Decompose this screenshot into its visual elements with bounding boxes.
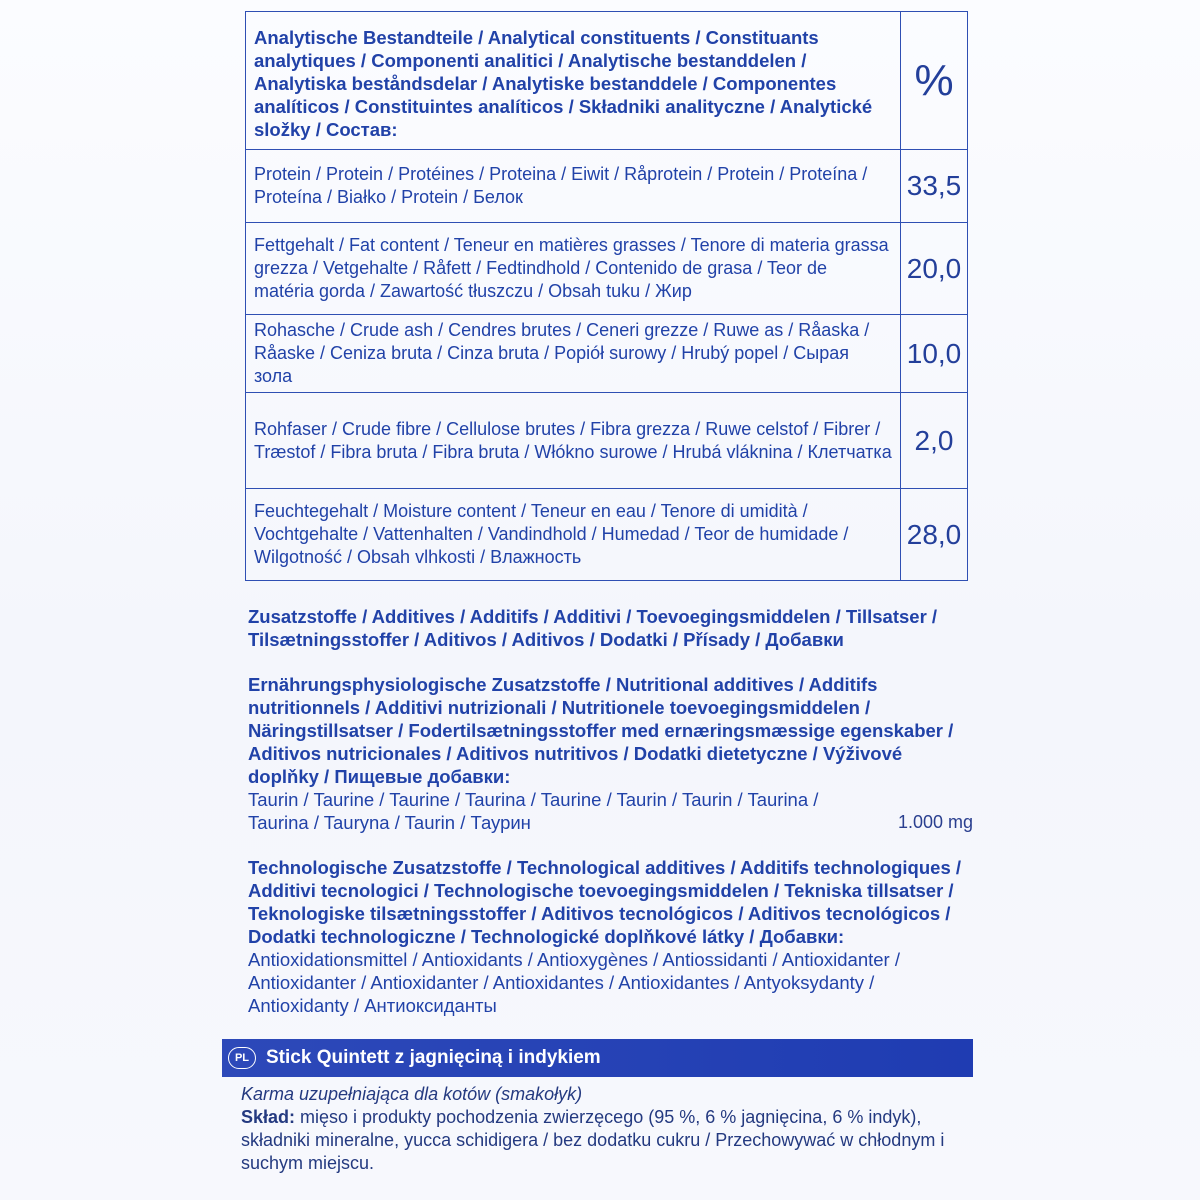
- protein-label: Protein / Protein / Protéines / Proteina / Eiwit / Råprotein / Protein / Proteína / Proteína / Białko / Protein / Белок: [246, 150, 901, 223]
- protein-value: 33,5: [901, 150, 968, 223]
- additives-heading: Zusatzstoffe / Additives / Additifs / Additivi / Toevoegingsmiddelen / Tillsatser / Tilsætningsstoffer / Aditivos / Aditivos / Dodatki / Přísady / Добавки: [248, 606, 938, 650]
- fat-label: Fettgehalt / Fat content / Teneur en matières grasses / Tenore di materia grassa grezza / Vetgehalte / Råfett / Fedtindhold / Contenido de grasa / Teor de matéria gorda / Zawartość tłuszczu / Obsah tuku / Жир: [246, 223, 901, 315]
- pl-language-badge: PL: [228, 1047, 256, 1069]
- pl-composition-label: Skład:: [241, 1107, 296, 1127]
- table-row: [246, 223, 968, 315]
- ash-value: 10,0: [901, 315, 968, 393]
- pl-composition-text: mięso i produkty pochodzenia zwierzęcego (95 %, 6 % jagnięcina, 6 % indyk), składniki mineralne, yucca schidigera / bez dodatku cukru / Przechowywać w chłodnym i suchym miejscu.: [241, 1107, 945, 1173]
- taurine-text: Taurin / Taurine / Taurine / Taurina / Taurine / Taurin / Taurin / Taurina / Taurina / Tauryna / Taurin / Таурин: [248, 789, 819, 833]
- analytical-constituents-table: [245, 11, 968, 581]
- fat-value: 20,0: [901, 223, 968, 315]
- table-header-label: Analytische Bestandteile / Analytical constituents / Constituants analytiques / Componenti analitici / Analytische bestanddelen / Analytiska beståndsdelar / Analytiske bestanddele / Componentes analíticos / Constituintes analíticos / Składniki analityczne / Analytické složky / Состав:: [246, 12, 901, 150]
- antioxidants-text: Antioxidationsmittel / Antioxidants / Antioxygènes / Antiossidanti / Antioxidanter / Antioxidanter / Antioxidanter / Antioxidantes / Antioxidantes / Antyoksydanty / Antioxidanty / Антиоксиданты: [248, 949, 900, 1016]
- table-row: [246, 315, 968, 393]
- taurine-amount: 1.000 mg: [897, 812, 973, 832]
- fibre-value: 2,0: [901, 393, 968, 489]
- table-row: [246, 489, 968, 581]
- additives-section: [248, 605, 973, 1017]
- table-row: [246, 393, 968, 489]
- pl-composition: [241, 1106, 976, 1175]
- ash-label: Rohasche / Crude ash / Cendres brutes / Ceneri grezze / Ruwe as / Råaska / Råaske / Ceniza bruta / Cinza bruta / Popiół surowy / Hrubý popel / Сырая зола: [246, 315, 901, 393]
- pl-product-title: Stick Quintett z jagnięciną i indykiem: [266, 1047, 601, 1068]
- table-header-row: [246, 12, 968, 150]
- pl-description: [241, 1083, 976, 1175]
- technological-additives-heading: Technologische Zusatzstoffe / Technological additives / Additifs technologiques / Additivi tecnologici / Technologische toevoegingsmiddelen / Tekniska tillsatser / Teknologiske tilsætningsstoffer / Aditivos tecnológicos / Aditivos tecnológicos / Dodatki technologiczne / Technologické doplňkové látky / Добавки:: [248, 857, 962, 947]
- table-row: [246, 150, 968, 223]
- pl-subtitle: Karma uzupełniająca dla kotów (smakołyk): [241, 1084, 583, 1104]
- pl-section-banner: [222, 1039, 973, 1077]
- taurine-line: [248, 788, 973, 834]
- fibre-label: Rohfaser / Crude fibre / Cellulose brutes / Fibra grezza / Ruwe celstof / Fibrer / Træstof / Fibra bruta / Fibra bruta / Włókno surowe / Hrubá vláknina / Клетчатка: [246, 393, 901, 489]
- percent-unit: %: [901, 12, 968, 150]
- nutritional-additives-heading: Ernährungsphysiologische Zusatzstoffe / Nutritional additives / Additifs nutritionnels / Additivi nutrizionali / Nutritionele toevoegingsmiddelen / Näringstillsatser / Fodertilsætningsstoffer med ernæringsmæssige egenskaber / Aditivos nutricionales / Aditivos nutritivos / Dodatki dietetyczne / Výživové doplňky / Пищевые добавки:: [248, 674, 954, 787]
- moisture-value: 28,0: [901, 489, 968, 581]
- moisture-label: Feuchtegehalt / Moisture content / Teneur en eau / Tenore di umidità / Vochtgehalte / Vattenhalten / Vandindhold / Humedad / Teor de humidade / Wilgotność / Obsah vlhkosti / Влажность: [246, 489, 901, 581]
